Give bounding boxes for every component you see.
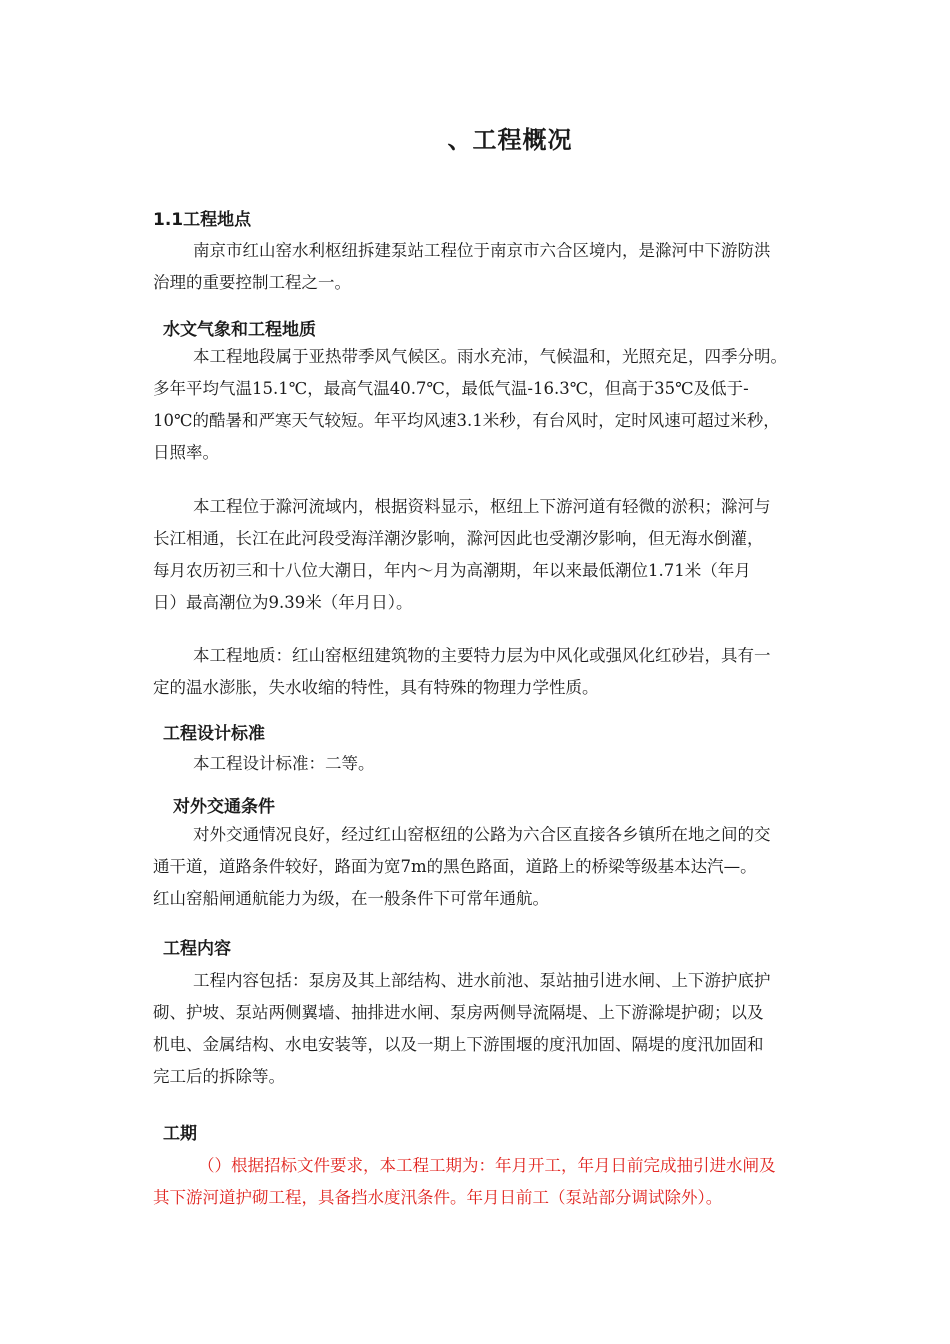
text-line: 日照率。 <box>153 443 219 462</box>
text-line: 完工后的拆除等。 <box>153 1067 285 1086</box>
text-line: 砌、护坡、泵站两侧翼墙、抽排进水闸、泵房两侧导流隔堤、上下游滁堤护砌；以及 <box>153 1003 764 1022</box>
section-heading-transport: 对外交通条件 <box>173 797 275 817</box>
text-line: （）根据招标文件要求，本工程工期为：年月开工，年月日前完成抽引进水闸及 <box>198 1156 776 1175</box>
text-line: 机电、金属结构、水电安装等，以及一期上下游围堰的度汛加固、隔堤的度汛加固和 <box>153 1035 764 1054</box>
text-line: 定的温水澎胀，失水收缩的特性，具有特殊的物理力学性质。 <box>153 678 599 697</box>
section-heading-design-standard: 工程设计标准 <box>163 724 265 744</box>
paragraph-scope <box>153 965 771 1093</box>
text-line: 南京市红山窑水利枢纽拆建泵站工程位于南京市六合区境内，是滁河中下游防洪 <box>193 241 771 260</box>
paragraph-location <box>153 235 771 299</box>
paragraph-tide <box>153 491 771 619</box>
paragraph-design-standard <box>153 748 375 780</box>
text-line: 本工程设计标准：二等。 <box>193 754 375 773</box>
text-line: 对外交通情况良好，经过红山窑枢纽的公路为六合区直接各乡镇所在地之间的交 <box>193 825 771 844</box>
paragraph-geology <box>153 640 771 704</box>
text-line: 本工程位于滁河流域内，根据资料显示，枢纽上下游河道有轻微的淤积；滁河与 <box>193 497 771 516</box>
text-line: 红山窑船闸通航能力为级，在一般条件下可常年通航。 <box>153 889 549 908</box>
text-line: 本工程地质：红山窑枢纽建筑物的主要特力层为中风化或强风化红砂岩，具有一 <box>193 646 771 665</box>
text-line: 10℃的酷暑和严寒天气较短。年平均风速3.1米秒，有台风时，定时风速可超过米秒， <box>153 411 780 430</box>
text-line: 长江相通，长江在此河段受海洋潮汐影响，滁河因此也受潮汐影响，但无海水倒灌， <box>153 529 764 548</box>
paragraph-climate <box>153 341 787 469</box>
text-line: 多年平均气温15.1℃，最高气温40.7℃，最低气温-16.3℃，但高于35℃及低于- <box>153 379 749 398</box>
paragraph-schedule <box>153 1150 776 1214</box>
section-heading-scope: 工程内容 <box>163 939 231 959</box>
text-line: 日）最高潮位为9.39米（年月日）。 <box>153 593 413 612</box>
text-line: 每月农历初三和十八位大潮日，年内～月为高潮期，年以来最低潮位1.71米（年月 <box>153 561 751 580</box>
text-line: 其下游河道护砌工程，具备挡水度汛条件。年月日前工（泵站部分调试除外）。 <box>153 1188 723 1207</box>
text-line: 本工程地段属于亚热带季风气候区。雨水充沛，气候温和，光照充足，四季分明。 <box>193 347 787 366</box>
page-title: 、工程概况 <box>447 126 573 154</box>
paragraph-transport <box>153 819 771 915</box>
section-heading-schedule: 工期 <box>163 1124 197 1144</box>
section-heading-hydrology: 水文气象和工程地质 <box>163 320 316 340</box>
text-line: 通干道，道路条件较好，路面为宽7m的黑色路面，道路上的桥梁等级基本达汽—。 <box>153 857 757 876</box>
section-heading-location: 1.1工程地点 <box>153 210 252 230</box>
text-line: 治理的重要控制工程之一。 <box>153 273 351 292</box>
text-line: 工程内容包括：泵房及其上部结构、进水前池、泵站抽引进水闸、上下游护底护 <box>193 971 771 990</box>
